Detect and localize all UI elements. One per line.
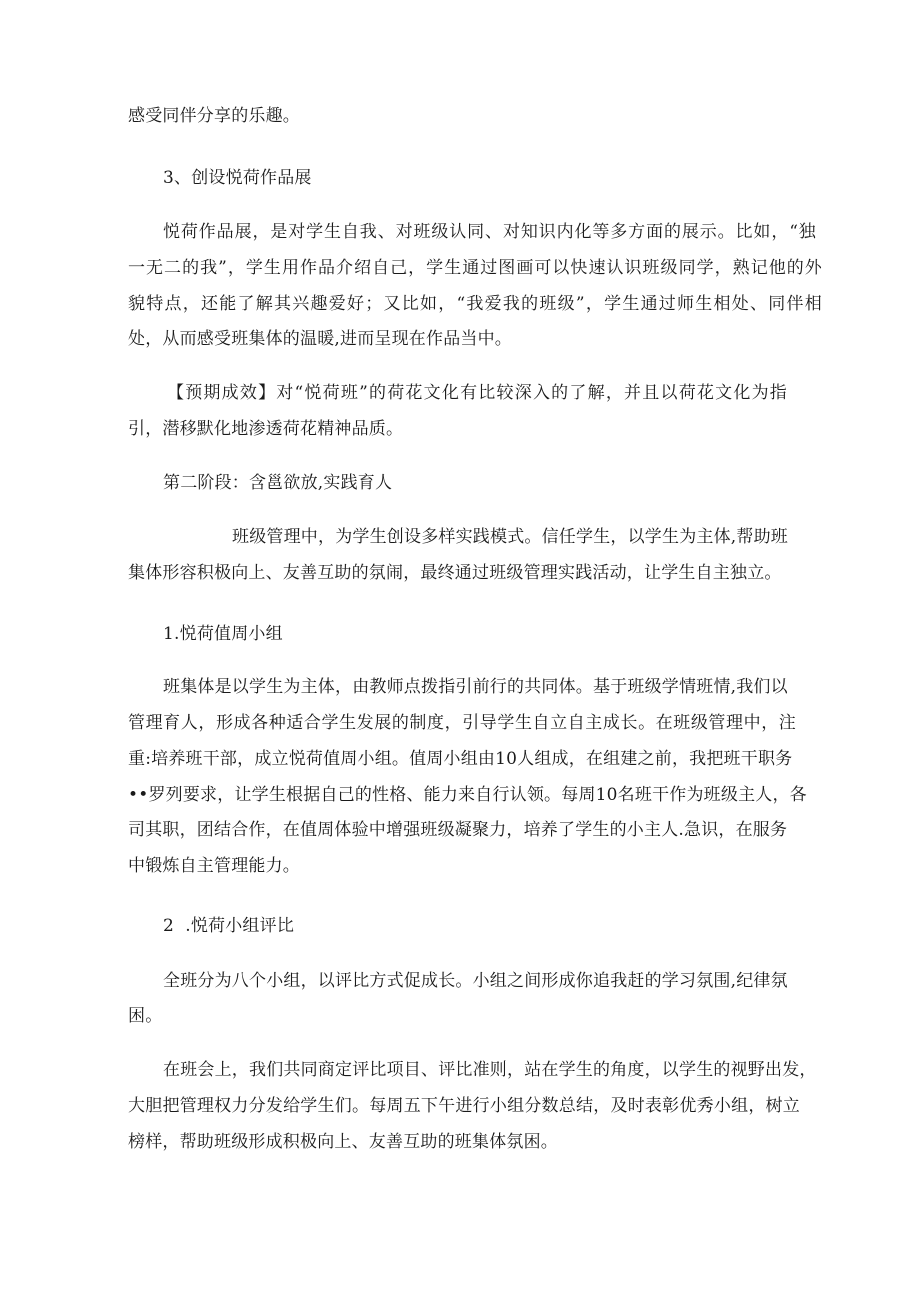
text-line: 一无二的我”，学生用作品介绍自己，学生通过图画可以快速认识班级同学，熟记他的外 [128, 258, 822, 278]
text-line: 管理育人，形成各种适合学生发展的制度，引导学生自立自主成长。在班级管理中，注 [128, 713, 796, 733]
text-line: 全班分为八个小组，以评比方式促成长。小组之间形成你追我赶的学习氛围,纪律氛 [163, 971, 788, 991]
section-heading: 2 .悦荷小组评比 [163, 916, 295, 936]
text-line: 榜样，帮助班级形成积极向上、友善互助的班集体氛困。 [128, 1132, 558, 1152]
text-line: 在班会上，我们共同商定评比项目、评比准则，站在学生的角度，以学生的视野出发， [163, 1060, 817, 1080]
text-line: 重:培养班干部，成立悦荷值周小组。值周小组由10人组成，在组建之前，我把班干职务 [128, 749, 793, 769]
text-line: 貌特点，还能了解其兴趣爱好；又比如，“我爱我的班级”，学生通过师生相处、同伴相 [128, 294, 822, 314]
text-line: 困。 [128, 1006, 163, 1026]
text-line: 大胆把管理权力分发给学生们。每周五下午进行小组分数总结，及时表彰优秀小组，树立 [128, 1096, 800, 1116]
text-line: 悦荷作品展，是对学生自我、对班级认同、对知识内化等多方面的展示。比如，“独 [163, 222, 816, 242]
text-line: 感受同伴分享的乐趣。 [128, 106, 300, 126]
section-heading: 3、创设悦荷作品展 [163, 168, 312, 188]
text-line: 集体形容积极向上、友善互助的氛闹，最终通过班级管理实践活动，让学生自主独立。 [128, 563, 782, 583]
text-line: ••罗列要求，让学生根据自己的性格、能力来自行认领。每周10名班干作为班级主人，各 [128, 785, 807, 805]
section-heading: 第二阶段：含邕欲放,实践育人 [163, 473, 393, 493]
text-line: 班集体是以学生为主体，由教师点拨指引前行的共同体。基于班级学情班情,我们以 [163, 677, 788, 697]
section-heading: 1.悦荷值周小组 [163, 624, 283, 644]
text-line: 中锻炼自主管理能力。 [128, 856, 300, 876]
text-line: 处，从而感受班集体的温暖,进而呈现在作品当中。 [128, 329, 513, 349]
text-line: 班级管理中，为学生创设多样实践模式。信任学生，以学生为主体,帮助班 [232, 527, 789, 547]
text-line: 司其职，团结合作，在值周体验中增强班级凝聚力，培养了学生的小主人.急识，在服务 [128, 820, 788, 840]
text-line: 引，潜移默化地渗透荷花精神品质。 [128, 419, 404, 439]
text-line: 【预期成效】对“悦荷班”的荷花文化有比较深入的了解，并且以荷花文化为指 [167, 383, 787, 403]
